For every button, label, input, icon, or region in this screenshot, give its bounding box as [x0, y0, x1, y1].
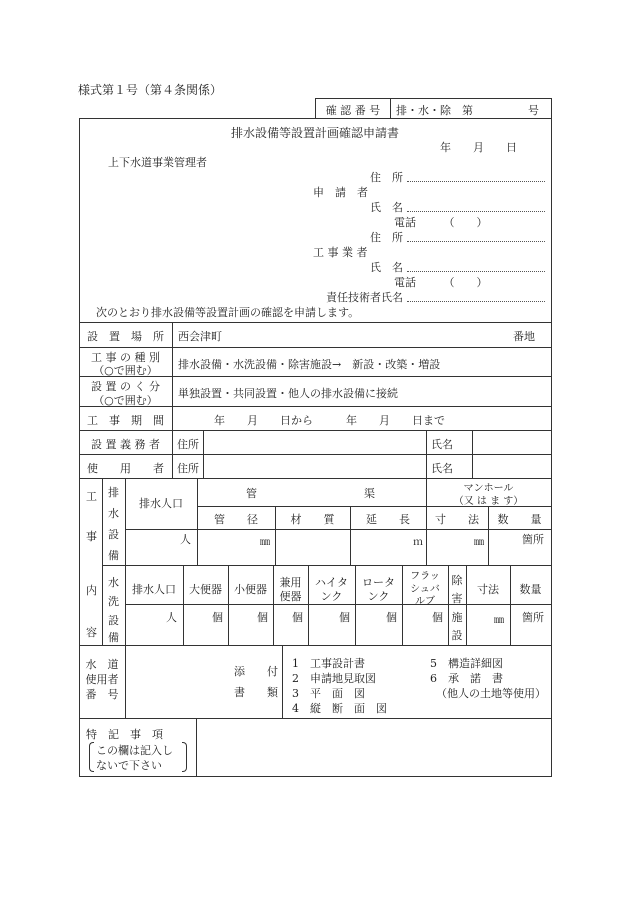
form-title: 排水設備等設置計画確認申請書: [230, 126, 399, 140]
drain-inflow-header: 排水人口: [139, 497, 183, 510]
unit-piece-flush: 個: [432, 611, 443, 624]
water-label-1: 水 道: [85, 658, 119, 671]
size-header: 寸 法: [435, 513, 479, 526]
addressee: 上下水道事業管理者: [108, 156, 207, 169]
abatement-3: 施: [451, 611, 463, 624]
channel-header: 渠: [364, 487, 375, 500]
toilet-side-2: 洗: [108, 595, 119, 608]
contractor-address-label: 住 所: [370, 231, 403, 244]
doc-1: 1 工事設計書: [292, 657, 365, 670]
toilet-count-header: 数量: [519, 583, 542, 596]
period-value: 年 月 日から 年 月 日まで: [214, 414, 445, 427]
unit-piece-large: 個: [212, 611, 223, 624]
length-header: 延 長: [366, 513, 410, 526]
unit-piece-low: 個: [386, 611, 397, 624]
contractor-name-label: 氏 名: [370, 261, 403, 274]
unit-mm-diameter: ㎜: [260, 537, 270, 548]
drain-side-2: 水: [108, 507, 119, 520]
doc-5: 5 構造詳細図: [430, 657, 503, 670]
doc-3: 3 平 面 図: [292, 687, 365, 700]
unit-place-drain: 箇所: [522, 533, 544, 546]
abatement-2: 害: [451, 592, 463, 605]
drain-side-1: 排: [108, 486, 119, 499]
material-header: 材 質: [290, 513, 335, 526]
work-side-2: 事: [86, 530, 97, 543]
drain-side-4: 備: [108, 549, 119, 562]
water-label-3: 番 号: [85, 688, 119, 701]
manhole-subheader: （又 は ま す）: [453, 496, 524, 507]
confirm-label: 確 認 番 号: [325, 104, 381, 117]
applicant-phone: 電話 （ ）: [394, 216, 488, 229]
drain-side-3: 設: [108, 528, 119, 541]
high-tank-header-2: ンク: [320, 590, 343, 603]
unit-piece-dual: 個: [292, 611, 303, 624]
toilet-side-4: 備: [108, 631, 119, 644]
low-tank-header-2: ンク: [367, 590, 390, 603]
toilet-side-3: 設: [108, 614, 119, 627]
applicant-group-label: 申 請 者: [313, 186, 368, 199]
count-header: 数 量: [497, 513, 542, 526]
location-label: 設 置 場 所: [87, 330, 164, 343]
contractor-group-label: 工 事 業 者: [313, 246, 368, 259]
user-label: 使 用 者: [87, 462, 164, 475]
low-tank-header-1: ロータ: [362, 576, 395, 589]
unit-place-toilet: 箇所: [522, 611, 544, 624]
form-number: 様式第１号（第４条関係）: [78, 83, 223, 97]
attach-label-2: 書 類: [234, 686, 278, 699]
work-side-4: 容: [86, 626, 97, 639]
unit-m-length: ｍ: [413, 537, 423, 548]
setup-note: （○で囲む）: [93, 394, 158, 407]
toilet-inflow-header: 排水人口: [132, 583, 176, 596]
attach-label-1: 添 付: [234, 665, 278, 678]
diameter-header: 管 径: [214, 513, 258, 526]
flush-valve-header-1: フラッ: [410, 571, 440, 582]
setup-value: 単独設置・共同設置・他人の排水設備に接続: [178, 387, 398, 400]
abatement-1: 除: [451, 574, 463, 587]
work-type-note: （○で囲む）: [93, 364, 158, 377]
work-side-1: 工: [86, 490, 97, 503]
abatement-4: 設: [451, 629, 463, 642]
applicant-name-label: 氏 名: [370, 201, 403, 214]
obligor-label: 設 置 義 務 者: [91, 438, 160, 451]
applicant-address-label: 住 所: [370, 171, 403, 184]
period-label: 工 事 期 間: [87, 414, 164, 427]
large-toilet-header: 大便器: [189, 583, 222, 596]
manhole-header: マンホール: [463, 483, 514, 494]
request-text: 次のとおり排水設備等設置計画の確認を申請します。: [96, 306, 360, 319]
doc-2: 2 申請地見取図: [292, 672, 376, 685]
doc-6-note: （他人の土地等使用）: [436, 687, 546, 700]
toilet-size-header: 寸法: [477, 583, 499, 596]
notes-label: 特 記 事 項: [86, 728, 163, 741]
doc-6: 6 承 諾 書: [430, 672, 503, 685]
flush-valve-header-3: ルブ: [415, 596, 435, 607]
small-toilet-header: 小便器: [234, 583, 267, 596]
date-line: 年 月 日: [440, 141, 517, 154]
toilet-side-1: 水: [108, 576, 119, 589]
toilet-unit-person: 人: [166, 611, 177, 624]
doc-4: 4 縦 断 面 図: [292, 702, 387, 715]
work-side-3: 内: [86, 584, 97, 597]
user-address-label: 住所: [177, 462, 199, 475]
contractor-phone: 電話 （ ）: [394, 276, 488, 289]
high-tank-header-1: ハイタ: [315, 576, 348, 589]
location-suffix: 番地: [513, 330, 535, 343]
work-type-value: 排水設備・水洗設備・除害施設→ 新設・改築・増設: [178, 358, 441, 371]
user-name-label: 氏名: [431, 462, 453, 475]
work-type-label: 工 事 の 種 別: [91, 351, 160, 364]
unit-mm-size: ㎜: [474, 537, 484, 548]
dual-toilet-header-2: 便器: [279, 590, 302, 603]
pipe-header: 管: [246, 487, 257, 500]
location-value: 西会津町: [178, 330, 222, 343]
notes-hint-2: ないで下さい: [96, 759, 162, 772]
obligor-name-label: 氏名: [431, 438, 453, 451]
dual-toilet-header-1: 兼用: [279, 576, 302, 589]
confirm-value: 排・水・除 第 号: [396, 104, 539, 117]
setup-label: 設 置 の く 分: [91, 380, 160, 393]
unit-piece-high: 個: [339, 611, 350, 624]
obligor-address-label: 住所: [177, 438, 199, 451]
water-label-2: 使用者: [85, 673, 119, 686]
toilet-unit-mm: ㎜: [494, 615, 504, 626]
engineer-label: 責任技術者氏名: [326, 291, 403, 304]
unit-person: 人: [180, 533, 191, 546]
unit-piece-small: 個: [257, 611, 268, 624]
notes-hint-1: この欄は記入し: [96, 744, 173, 757]
flush-valve-header-2: シュバ: [410, 584, 440, 595]
